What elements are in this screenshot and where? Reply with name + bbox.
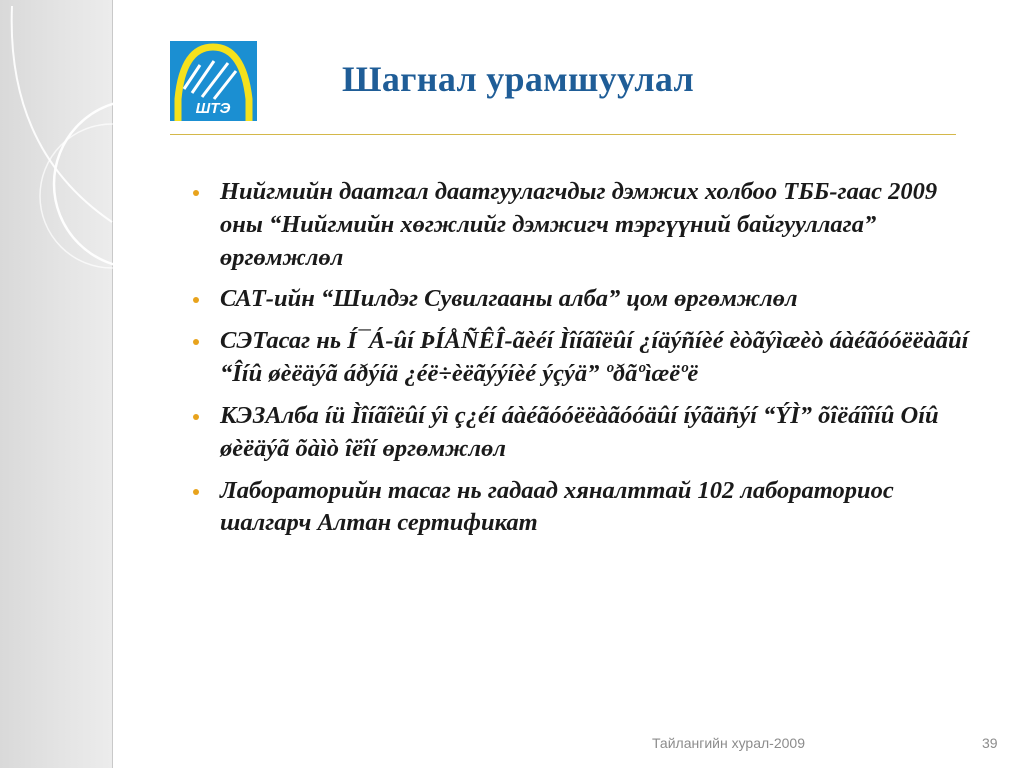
- bullet-text: САТ-ийн “Шилдэг Сувилгааны алба” цом өргөмжлөл: [220, 285, 798, 313]
- bullet-item: [190, 400, 980, 466]
- bullet-text: КЭЗАлба íü Ìîíãîëûí ýì ç¿éí áàéãóóëëàãóóäûí íýãäñýí “ÝÌ” õîëáîîíû Oíû øèëäýã õàìò îëîí өргөмжлөл: [220, 401, 939, 462]
- bullet-dot-icon: [193, 339, 199, 345]
- slide-title: Шагнал урамшуулал: [342, 59, 694, 99]
- bullet-item: [190, 325, 980, 391]
- bullet-text: СЭТасаг нь Í¯Á-ûí ÞÍÅÑÊÎ-ãèéí Ìîíãîëûí ¿íäýñíèé èòãýìæèò áàéãóóëëàãûí “Îíû øèëäýã áðýíä ¿éë÷èëãýýíèé ýçýä” ºðãºìæëºë: [220, 327, 969, 388]
- page-number: 39: [982, 735, 998, 751]
- bullet-dot-icon: [193, 489, 199, 495]
- bullet-item: [190, 283, 980, 316]
- title-divider: [170, 134, 956, 135]
- bullet-list: [190, 176, 980, 540]
- logo-text: ШТЭ: [195, 100, 231, 117]
- company-logo: [170, 41, 257, 121]
- bullet-dot-icon: [193, 190, 199, 196]
- decorative-arcs: [0, 0, 160, 768]
- arch-logo-icon: [170, 41, 257, 121]
- bullet-item: [190, 475, 980, 541]
- bullet-dot-icon: [193, 414, 199, 420]
- bullet-item: [190, 176, 980, 274]
- footer-text: Тайлангийн хурал-2009: [652, 735, 805, 751]
- bullet-text: Нийгмийн даатгал даатгуулагчдыг дэмжих холбоо ТББ-гаас 2009 оны “Нийгмийн хөгжлийг дэмжигч тэргүүний байгууллага” өргөмжлөл: [220, 178, 938, 271]
- bullet-text: Лабораторийн тасаг нь гадаад хяналттай 102 лабораториос шалгарч Алтан сертификат: [220, 476, 894, 537]
- bullet-dot-icon: [193, 297, 199, 303]
- slide-content: [190, 176, 980, 549]
